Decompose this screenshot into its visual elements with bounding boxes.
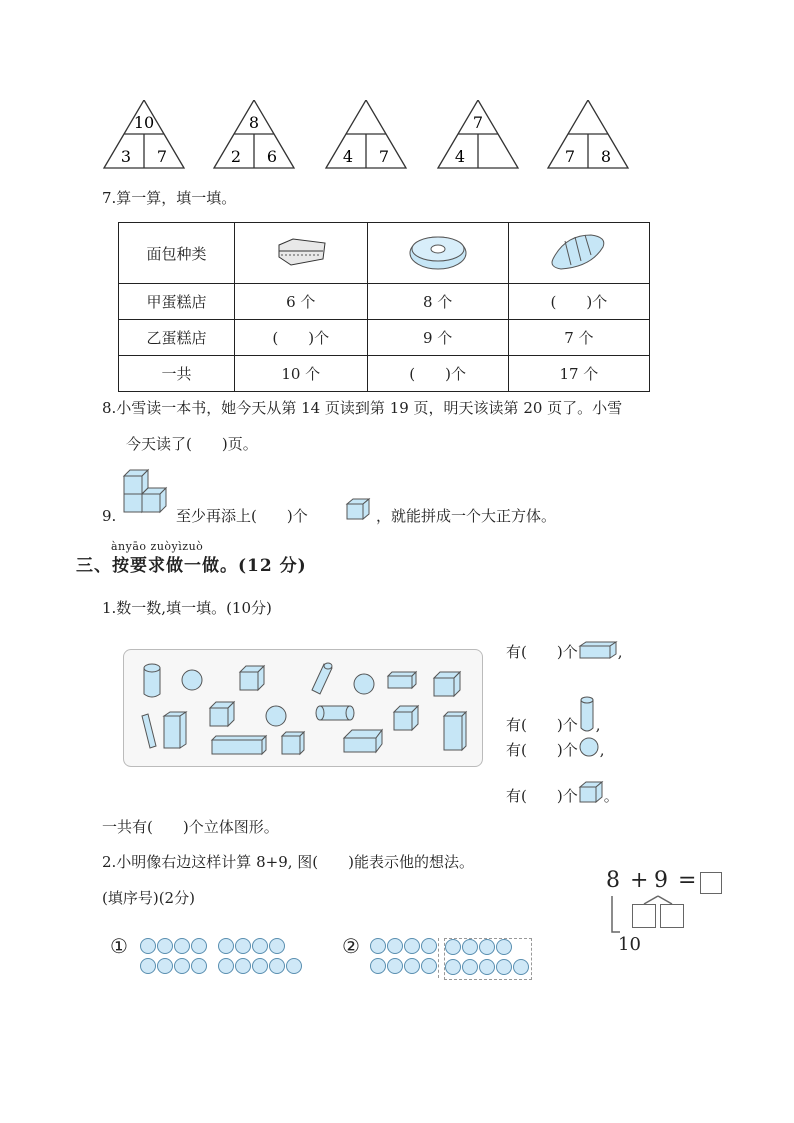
q3-2-line2: (填序号)(2分): [102, 889, 195, 907]
punct: 。: [603, 787, 619, 805]
dots-group-right: [218, 938, 308, 978]
bread-table: [118, 222, 650, 392]
split-box-left[interactable]: [632, 904, 656, 928]
triangle-left-number: 7: [564, 147, 576, 166]
cell: 17 个: [508, 356, 649, 392]
punct: ,: [617, 643, 623, 661]
count-cuboid-text: 有( )个: [506, 643, 578, 661]
option-1-label[interactable]: ①: [110, 934, 128, 958]
shape-panel: [123, 649, 483, 767]
cuboid-icon: [578, 640, 618, 660]
split-box-right[interactable]: [660, 904, 684, 928]
triangle-left-number: 4: [454, 147, 466, 166]
q9-text-a: 至少再添上( )个: [176, 507, 308, 525]
section-title: 三、按要求做一做。(12 分): [76, 556, 307, 576]
donut-icon: [367, 223, 508, 284]
q7-title: 7.算一算，填一填。: [102, 189, 237, 207]
eq-b: 9: [654, 868, 668, 893]
triangle-right-number: 6: [266, 147, 278, 166]
q9-text-b: ，就能拼成一个大正方体。: [376, 507, 557, 525]
q8-line1: 8.小雪读一本书，她今天从第 14 页读到第 19 页，明天该读第 20 页了。小雪: [102, 399, 623, 417]
sphere-icon: [578, 736, 600, 758]
punct: ,: [599, 741, 605, 759]
decompose-lines: [592, 862, 726, 960]
cell: 10 个: [235, 356, 368, 392]
eq-plus: +: [630, 868, 649, 893]
eq-equals: =: [678, 868, 697, 893]
eq-ten: 10: [618, 934, 641, 955]
row-label: 一共: [119, 356, 235, 392]
answer-cell[interactable]: ( )个: [508, 284, 649, 320]
triangle-top-number: 7: [472, 113, 484, 132]
bread-header: 面包种类: [119, 223, 235, 284]
dots-group-right: [444, 938, 532, 980]
triangle-left-number: 4: [342, 147, 354, 166]
count-cylinder-text: 有( )个: [506, 716, 578, 734]
option-2-label[interactable]: ②: [342, 934, 360, 958]
triangle-group: [100, 100, 640, 172]
cylinder-icon: [578, 694, 596, 734]
triangle-left-number: 2: [230, 147, 242, 166]
row-label: 甲蛋糕店: [119, 284, 235, 320]
answer-cell[interactable]: ( )个: [367, 356, 508, 392]
dots-group-left: [140, 938, 212, 978]
triangle-right-number: 7: [156, 147, 168, 166]
triangle-left-number: 3: [120, 147, 132, 166]
count-sphere-text: 有( )个: [506, 741, 578, 759]
small-cube-icon: [344, 496, 374, 522]
cell: 8 个: [367, 284, 508, 320]
count-cube-text: 有( )个: [506, 787, 578, 805]
triangle-top-number: 8: [248, 113, 260, 132]
cell: 9 个: [367, 320, 508, 356]
answer-cell[interactable]: ( )个: [235, 320, 368, 356]
eq-a: 8: [606, 868, 620, 893]
number-triangles: [100, 100, 640, 172]
q3-1-total: 一共有( )个立体图形。: [102, 818, 279, 836]
section-pinyin: ànyāo zuòyìzuò: [111, 540, 204, 553]
triangle-top-number: 10: [133, 113, 155, 132]
cube-icon: [578, 780, 604, 804]
q8-line2: 今天读了( )页。: [126, 435, 258, 453]
triangle-right-number: 8: [600, 147, 612, 166]
number-triangle: [214, 100, 294, 168]
croissant-icon: [508, 223, 649, 284]
row-label: 乙蛋糕店: [119, 320, 235, 356]
equation-diagram: [592, 862, 726, 960]
punct: ,: [595, 716, 601, 734]
q3-1-title: 1.数一数,填一填。(10分): [102, 599, 272, 617]
number-triangle: [548, 100, 628, 168]
q9-number: 9.: [102, 507, 117, 525]
dots-group-left: [370, 938, 439, 978]
sandwich-icon: [235, 223, 368, 284]
number-triangle: [326, 100, 406, 168]
number-triangle: [438, 100, 518, 168]
q3-2-line1: 2.小明像右边这样计算 8+9, 图( )能表示他的想法。: [102, 853, 474, 871]
triangle-right-number: 7: [378, 147, 390, 166]
cube-stack-icon: [120, 468, 174, 522]
cell: 6 个: [235, 284, 368, 320]
number-triangle: [104, 100, 184, 168]
solid-shapes: [124, 650, 482, 766]
cell: 7 个: [508, 320, 649, 356]
